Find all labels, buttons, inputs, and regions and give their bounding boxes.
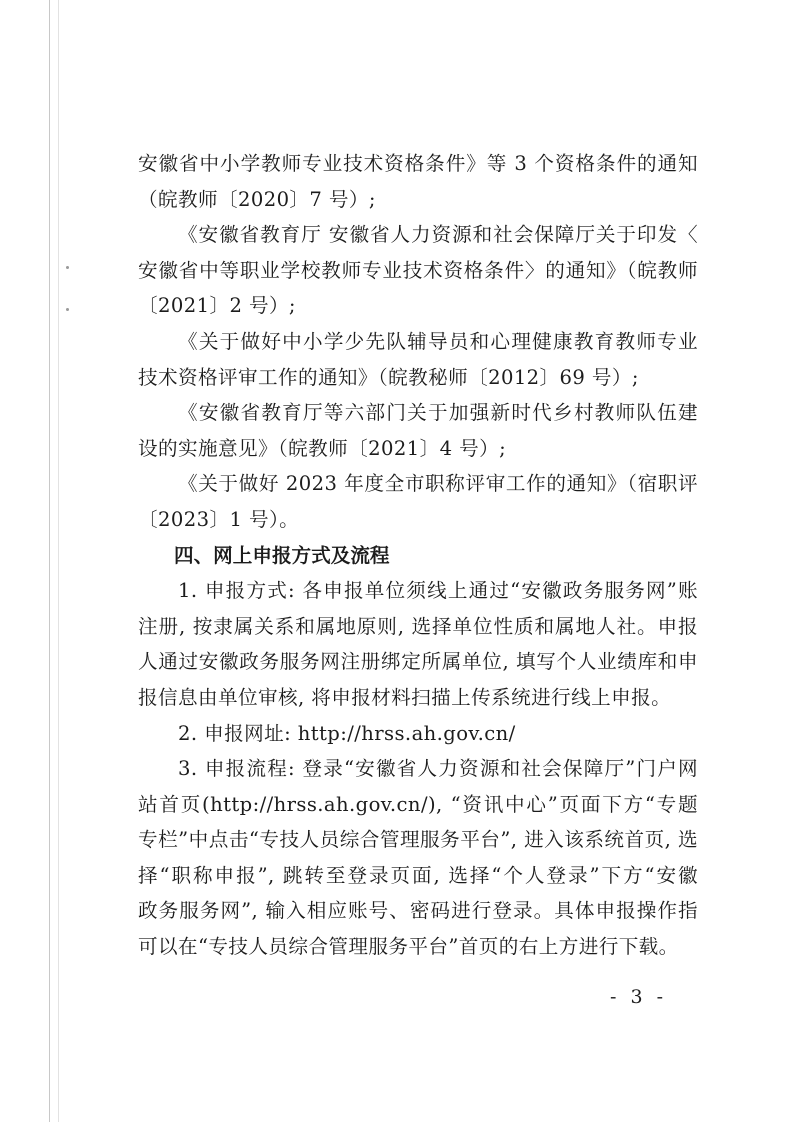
text-line: 人通过安徽政务服务网注册绑定所属单位, 填写个人业绩库和申 — [138, 650, 698, 674]
scan-speck — [66, 266, 69, 269]
text-line: 《安徽省教育厅等六部门关于加强新时代乡村教师队伍建 — [178, 401, 698, 425]
text-line: 2. 申报网址: http://hrss.ah.gov.cn/ — [178, 721, 516, 745]
text-line: 《关于做好中小学少先队辅导员和心理健康教育教师专业 — [178, 329, 698, 353]
text-line: 《安徽省教育厅 安徽省人力资源和社会保障厅关于印发〈 — [178, 223, 698, 247]
text-line: 注册, 按隶属关系和属地原则, 选择单位性质和属地人社。申报 — [138, 614, 698, 638]
text-line: 专栏”中点击“专技人员综合管理服务平台”, 进入该系统首页, 选 — [138, 828, 698, 852]
section-item — [138, 751, 698, 965]
section-heading: 四、网上申报方式及流程 — [174, 543, 390, 567]
scan-speck — [66, 308, 69, 311]
section-item — [138, 573, 698, 715]
binding-line — [49, 0, 50, 1122]
text-line: 3. 申报流程: 登录“安徽省人力资源和社会保障厅”门户网 — [178, 757, 698, 781]
text-line: 〔2023〕1 号）。 — [138, 507, 300, 531]
document-body — [138, 146, 698, 965]
text-line: 政务服务网”, 输入相应账号、密码进行登录。具体申报操作指 — [138, 899, 698, 923]
text-line: 择“职称申报”, 跳转至登录页面, 选择“个人登录”下方“安徽 — [138, 863, 698, 887]
reference-item — [138, 146, 698, 217]
text-line: 报信息由单位审核, 将申报材料扫描上传系统进行线上申报。 — [138, 685, 672, 709]
reference-item — [138, 395, 698, 466]
text-line: 安徽省中等职业学校教师专业技术资格条件〉的通知》（皖教师 — [138, 258, 698, 282]
text-line: 站首页(http://hrss.ah.gov.cn/), “资讯中心”页面下方“专题 — [138, 792, 698, 816]
binding-line-inner — [58, 0, 59, 1122]
text-line: 技术资格评审工作的通知》（皖教秘师〔2012〕69 号）; — [138, 365, 639, 389]
text-line: 安徽省中小学教师专业技术资格条件》等 3 个资格条件的通知 — [138, 152, 698, 175]
text-line: 1. 申报方式: 各申报单位须线上通过“安徽政务服务网”账 — [178, 579, 698, 603]
text-line: 设的实施意见》（皖教师〔2021〕4 号）; — [138, 436, 507, 460]
page-number: - 3 - — [610, 986, 668, 1008]
reference-item — [138, 217, 698, 324]
section-item — [138, 716, 698, 752]
text-line: 〔2021〕2 号）; — [138, 294, 296, 318]
text-line: 《关于做好 2023 年度全市职称评审工作的通知》（宿职评 — [178, 472, 698, 496]
reference-item — [138, 324, 698, 395]
reference-item — [138, 466, 698, 537]
text-line: （皖教师〔2020〕7 号）; — [138, 187, 376, 211]
text-line: 可以在“专技人员综合管理服务平台”首页的右上方进行下载。 — [138, 935, 679, 959]
